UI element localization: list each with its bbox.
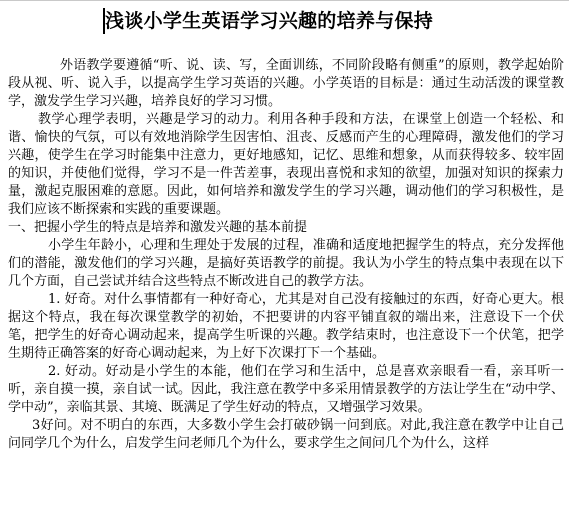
section-heading: 一、把握小学生的特点是培养和激发兴趣的基本前提 bbox=[8, 220, 308, 235]
paragraph-characteristics: 小学生年龄小，心理和生理处于发展的过程，准确和适度地把握学生的特点，充分发挥他们的潜能，激发他们的学习兴趣，是搞好英语教学的前提。我认为小学生的特点集中表现在以下几个方面，自己尝试并结合这些特点不断改进自己的教学方法。 bbox=[8, 238, 564, 289]
document-title: 浅谈小学生英语学习兴趣的培养与保持 bbox=[105, 10, 434, 32]
top-divider bbox=[0, 0, 569, 1]
paragraph-psychology: 教学心理学表明，兴趣是学习的动力。利用各种手段和方法，在课堂上创造一个轻松、和谐、愉快的气氛，可以有效地消除学生因害怕、沮丧、反感而产生的心理障碍，激发他们的学习兴趣，使学生在学习时能集中注意力，更好地感知，记忆、思维和想象，从而获得较多、较牢固的知识，并使他们觉得，学习不是一件苦差事，表现出喜悦和求知的欲望，加强对知识的探索力量，激起克服困难的意愿。因此，如何培养和激发学生的学习兴趣，调动他们的学习积极性，是我们应该不断探索和实践的重要课题。 bbox=[8, 112, 564, 217]
paragraph-active: 2. 好动。好动是小学生的本能，他们在学习和生活中，总是喜欢亲眼看一看，亲耳听一听，亲自摸一摸，亲自试一试。因此，我注意在教学中多采用情景教学的方法让学生在“动中学、学中动”，亲临其景、其境、既满足了学生好动的特点，又增强学习效果。 bbox=[8, 364, 564, 415]
paragraph-intro: 外语教学要遵循“听、说、读、写，全面训练，不同阶段略有侧重”的原则，教学起始阶段从视、听、说入手，以提高学生学习英语的兴趣。小学英语的目标是：通过生动活泼的课堂教学，激发学生学习兴趣，培养良好的学习习惯。 bbox=[8, 58, 564, 109]
paragraph-questioning: 3好问。对不明白的东西，大多数小学生会打破砂锅一问到底。对此,我注意在教学中让自己问同学几个为什么，启发学生问老师几个为什么，要求学生之间问几个为什么，这样 bbox=[8, 418, 564, 451]
document-body bbox=[8, 57, 564, 453]
paragraph-curiosity: 1. 好奇。对什么事情都有一种好奇心，尤其是对自己没有接触过的东西，好奇心更大。根据这个特点，我在每次课堂教学的初始，不把要讲的内容平铺直叙的端出来，注意设下一个伏笔，把学生的好奇心调动起来，提高学生听课的兴趣。教学结束时，也注意设下一个伏笔，把学生期待正确答案的好奇心调动起来，为上好下次课打下一个基础。 bbox=[8, 292, 564, 361]
